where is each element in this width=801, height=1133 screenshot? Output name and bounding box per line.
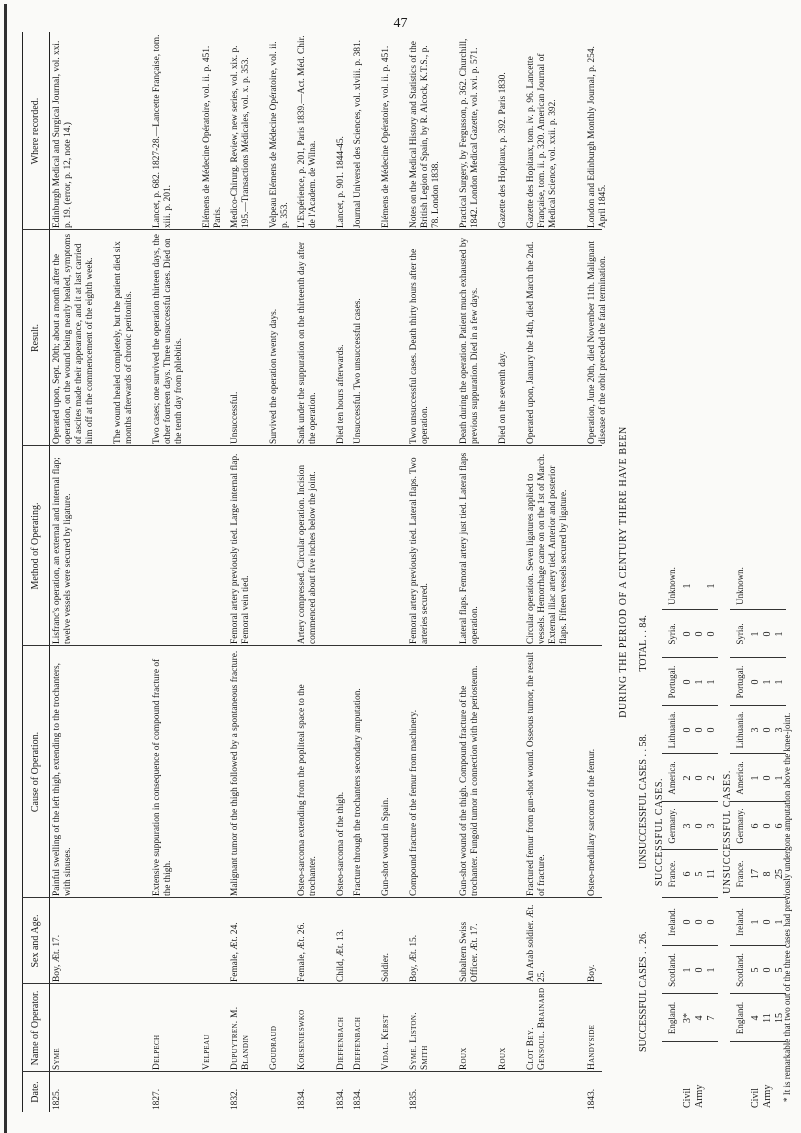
summary-row-label: Civil [682,1087,693,1108]
cell-date: 1825. [52,1088,62,1110]
cell-operator: Delpech [152,1034,162,1070]
successful-label: SUCCESSFUL CASES [638,956,649,1052]
table-header [22,32,50,1112]
summary-column-header: Syria. [667,623,677,645]
cell-date: 1843. [587,1088,597,1110]
cell-cause: Fractured femur from gun-shot wound. Osseous tumor, the result of fracture. [526,652,547,896]
cell-cause: Extensive suppuration in consequence of compound fracture of the thigh. [152,658,173,896]
summary-cell: 5 [750,967,761,973]
cell-cause: Compound fracture of the femur from machinery. [409,709,419,896]
summary-cell: 25 [774,869,785,879]
summary-cell: 0 [750,679,761,685]
cell-sex-age: An Arab soldier. Æt. 25. [526,904,547,982]
summary-cell: 0 [682,679,693,685]
cell-cause: Malignant tumor of the thigh followed by a spontaneous fracture. [230,650,240,896]
cell-cause: Gun-shot wound in Spain. [381,797,391,896]
cell-date: 1827. [152,1088,162,1110]
cell-date: 1835. [409,1088,419,1110]
summary-column-header: Scotland. [735,953,745,987]
footnote: * It is remarkable that two out of the three cases had previously undergone amputation above the knee-joint. [782,712,792,1102]
cell-where: Practical Surgery, by Fergusson, p. 362. Churchill, 1842. London Medical Gazette, vol. xvi. p. 571. [459,38,480,228]
summary-cell: 3 [682,823,693,829]
summary-cell: 0 [682,631,693,637]
summary-cell: 1 [774,631,785,637]
cell-sex-age: Female, Æt. 26. [297,922,307,982]
summary-cell: 2 [706,775,717,781]
cell-method: Femoral artery previously tied. Large internal flap. Femoral vein tied. [230,453,251,644]
summary-column-header: Scotland. [667,953,677,987]
header-date: Date. [30,1081,41,1103]
summary-column-header: Ireland. [735,908,745,936]
cell-where: Lancet, p. 901. 1844-45. [336,136,346,228]
column-rule [22,229,602,230]
column-rule [22,645,602,646]
cell-operator: Syme. Liston. Smith [409,1012,430,1070]
cell-operator: Dupuytren. M. Blandin [230,1006,251,1070]
summary-heading: DURING THE PERIOD OF A CENTURY THERE HAVE BEEN [618,426,629,718]
cell-where: Edinburgh Medical and Surgical Journal, vol. xxi. p. 19. (error, p. 12, note 14.) [52,40,73,228]
summary-cell: 4 [750,1015,761,1021]
column-rule [22,1071,602,1072]
summary-cell: 1 [682,583,693,589]
summary-cell: 1 [774,919,785,925]
summary-column-header: Unknown. [735,567,745,605]
cell-result: Unsuccessful. [230,391,240,444]
summary-cell: 1 [762,679,773,685]
cell-where: Journal Universel des Sciences, vol. xlviii. p. 381. [353,40,363,228]
summary-cell: 0 [762,823,773,829]
page-edge-line [4,4,7,1133]
cell-where: London and Edinburgh Monthly Journal, p. 254. April 1845. [587,46,608,228]
summary-cell: 3 [750,727,761,733]
summary-cell: 3 [774,727,785,733]
summary-column-header: Portugal. [667,665,677,699]
cell-cause: Fracture through the trochanters secondary amputation. [353,688,363,896]
summary-column-header: America. [735,761,745,795]
summary-cell: 0 [694,775,705,781]
cell-operator: Vidal. Kerst [381,1014,391,1070]
summary-cell: 1 [706,967,717,973]
summary-cell: 0 [694,919,705,925]
header-sex-age: Sex and Age. [30,914,41,968]
cell-operator: Handyside [587,1024,597,1070]
summary-cell: 1 [750,919,761,925]
cell-sex-age: Boy, Æt. 17. [52,934,62,982]
summary-cell: 11 [706,869,717,879]
summary-cell: 0 [762,631,773,637]
header-result: Result. [30,323,41,353]
summary-cell: 1 [706,583,717,589]
header-cause: Cause of Operation. [30,731,41,813]
successful-total: 26. [638,931,649,944]
summary-cell: 2 [682,775,693,781]
cell-operator: Korsenieswko [297,1009,307,1070]
cell-where: Elémens de Médecine Opératoire, vol. ii. p. 451. [381,45,391,228]
cell-method: Artery compressed. Circular operation. Incision commenced about five inches below the joint. [297,464,318,644]
cell-operator: Dieffenbach [353,1016,363,1070]
summary-cell: 0 [762,967,773,973]
summary-cell: 8 [762,871,773,877]
summary-cell: 1 [706,679,717,685]
summary-cell: 15 [774,1013,785,1023]
summary-column-header: France. [667,860,677,888]
cell-method: Circular operation. Seven ligatures applied to vessels. Hemorrhage came on on the 1st of March. External iliac artery tied. Anterior and posterior flaps. Fifteen vessels secured by ligature. [526,453,569,644]
cell-operator: Goudraud [269,1025,279,1070]
summary-cell: 0 [682,727,693,733]
cell-method: Lateral flaps. Femoral artery just tied. Lateral flaps operation. [459,452,480,644]
cell-where: Medico-Chirurg. Review, new series, vol. xix. p. 195.—Transactions Médicales, vol. x. p. 353. [230,45,251,228]
summary-row-label: Army [762,1084,773,1108]
cell-cause: Osteo-medullary sarcoma of the femur. [587,748,597,896]
summary-cell: 0 [694,631,705,637]
summary-cell: 6 [682,871,693,877]
cell-where: L'Expérience, p. 201, Paris 1839.—Act. Méd. Chir. de l'Academ. de Wilna. [297,35,318,228]
unsuccessful-total: 58. [638,734,649,747]
cell-where: Gazette des Hopitaux, tom. iv. p. 96. Lancette Française, tom. ii. p. 320. American Journal of Medical Science, vol. xxii. p. 392. [526,53,558,228]
cell-sex-age: Child, Æt. 13. [336,929,346,982]
summary-cell: 0 [694,823,705,829]
page-number: 47 [393,16,408,31]
summary-column-header: Ireland. [667,908,677,936]
cell-result: The wound healed completely, but the patient died six months afterwards of chronic peritonitis. [113,241,134,444]
summary-cell: 0 [762,919,773,925]
summary-cell: 5 [694,871,705,877]
cell-date: 1834. [353,1088,363,1110]
cell-operator: Roux [498,1047,508,1070]
cell-where: Elémens de Médecine Opératoire, vol. ii. p. 451. Paris. [202,45,223,228]
summary-row-label: Civil [750,1087,761,1108]
column-rule [22,445,602,446]
total-label: TOTAL [638,640,649,672]
cell-operator: Roux [459,1047,469,1070]
cell-result: Operated upon, Sept. 20th; about a month after the operation, on the wound being nearly healed, symptoms of ascites made their appearance, and it at last carried him off at the commencement of the eighth week. [52,233,95,444]
summary-cell: 0 [706,919,717,925]
cell-sex-age: Female, Æt. 24. [230,922,240,982]
summary-cell: 0 [682,919,693,925]
summary-cell: 1 [774,775,785,781]
header-method: Method of Operating. [30,502,41,590]
cell-sex-age: Boy, Æt. 15. [409,934,419,982]
summary-block [610,32,790,1112]
summary-totals: SUCCESSFUL CASES . . 26. UNSUCCESSFUL CASES . . 58. TOTAL . . 84. [638,615,649,1052]
cell-operator: Dieffenbach [336,1016,346,1070]
summary-cell: 1 [682,967,693,973]
summary-column-header: Germany. [667,808,677,844]
cell-method: Femoral artery previously tied. Lateral flaps. Two arteries secured. [409,457,430,644]
summary-cell: 0 [694,967,705,973]
summary-column-header: Lithuania. [735,711,745,749]
column-rule [22,897,602,898]
summary-cell: 6 [750,823,761,829]
cell-cause: Gun-shot wound of the thigh. Compound fracture of the trochanter. Fungoid tumor in connection with the periosteum. [459,665,480,896]
cell-date: 1834. [336,1088,346,1110]
summary-cell: 0 [706,631,717,637]
summary-cell: 17 [750,869,761,879]
summary-cell: 1 [774,679,785,685]
cell-result: Sank under the suppuration on the thirteenth day after the operation. [297,241,318,444]
cell-result: Survived the operation twenty days. [269,308,279,444]
cell-sex-age: Soldier. [381,953,391,982]
cell-sex-age: Subaltern Swiss Officer. Æt. 17. [459,921,480,982]
summary-column-header: Syria. [735,623,745,645]
header-operator: Name of Operator. [30,990,41,1066]
cell-result: Unsuccessful. Two unsuccessful cases. [353,298,363,444]
cell-result: Died ten hours afterwards. [336,344,346,444]
summary-column-header: Portugal. [735,665,745,699]
operations-table [22,32,608,1112]
cell-operator: Syme [52,1048,62,1070]
cell-cause: Osteo-sarcoma of the thigh. [336,791,346,896]
summary-column-header: Germany. [735,808,745,844]
cell-sex-age: Boy. [587,964,597,982]
unsuccessful-label: UNSUCCESSFUL CASES [638,759,649,869]
cell-result: Operation, June 20th, died November 11th. Malignant disease of the orbit preceded the fatal termination. [587,241,608,444]
summary-cell: 0 [762,775,773,781]
summary-cell: 0 [706,727,717,733]
summary-cell: 1 [694,679,705,685]
grand-total: 84. [638,615,649,628]
cell-date: 1834. [297,1088,307,1110]
cell-operator: Velpeau [202,1034,212,1070]
cell-result: Two cases; one survived the operation thirteen days, the other fourteen days. Three unsuccessful cases. Died on the tenth day from phlebitis. [152,234,184,444]
summary-cell: 5 [774,967,785,973]
cell-where: Notes on the Medical History and Statistics of the British Legion of Spain, by R. Alcock, K.T.S., p. 78. London 1838. [409,41,441,228]
cell-date: 1832. [230,1088,240,1110]
summary-cell: 1 [750,631,761,637]
cell-cause: Painful swelling of the left thigh, extending to the trochanters, with sinuses. [52,662,73,896]
summary-column-header: Unknown. [667,567,677,605]
summary-cell: 3 [706,823,717,829]
summary-column-header: America. [667,761,677,795]
summary-column-header: France. [735,860,745,888]
cell-result: Operated upon, January the 14th, died March the 2nd. [526,241,536,444]
summary-column-header: Lithuania. [667,711,677,749]
cell-where: Gazette des Hopitaux, p. 392. Paris 1830. [498,72,508,228]
summary-cell: 0 [694,727,705,733]
summary-cell: 4 [694,1015,705,1021]
summary-cell: 7 [706,1015,717,1021]
cell-result: Death during the operation. Patient much exhausted by previous suppuration. Died in a few days. [459,237,480,444]
successful-title: SUCCESSFUL CASES. [654,777,665,887]
cell-cause: Osteo-sarcoma extending from the popliteal space to the trochanter. [297,684,318,896]
summary-column-header: England. [667,1001,677,1035]
header-where: Where recorded. [30,97,41,165]
summary-cell: 0 [762,727,773,733]
summary-column-header: England. [735,1001,745,1035]
summary-cell: 6 [774,823,785,829]
cell-result: Died on the seventh day. [498,351,508,444]
cell-operator: Clot Bey. Gensoul. Brainard [526,987,547,1070]
unsuccessful-title: UNSUCCESSFUL CASES. [722,770,733,894]
cell-result: Two unsuccessful cases. Death thirty hours after the operation. [409,248,430,444]
summary-cell: 11 [762,1013,773,1023]
cell-where: Lancet, p. 682. 1827-28.—Lancette Française, tom. xiii. p. 201. [152,34,173,228]
column-rule [22,983,602,984]
summary-row-label: Army [694,1084,705,1108]
summary-cell: 1 [750,775,761,781]
cell-where: Velpeau Elémens de Médecine Opératoire, vol. ii. p. 353. [269,41,290,228]
summary-cell: 3* [682,1013,693,1023]
cell-method: Lisfranc's operation, an external and internal flap; twelve vessels were secured by ligature. [52,457,73,644]
